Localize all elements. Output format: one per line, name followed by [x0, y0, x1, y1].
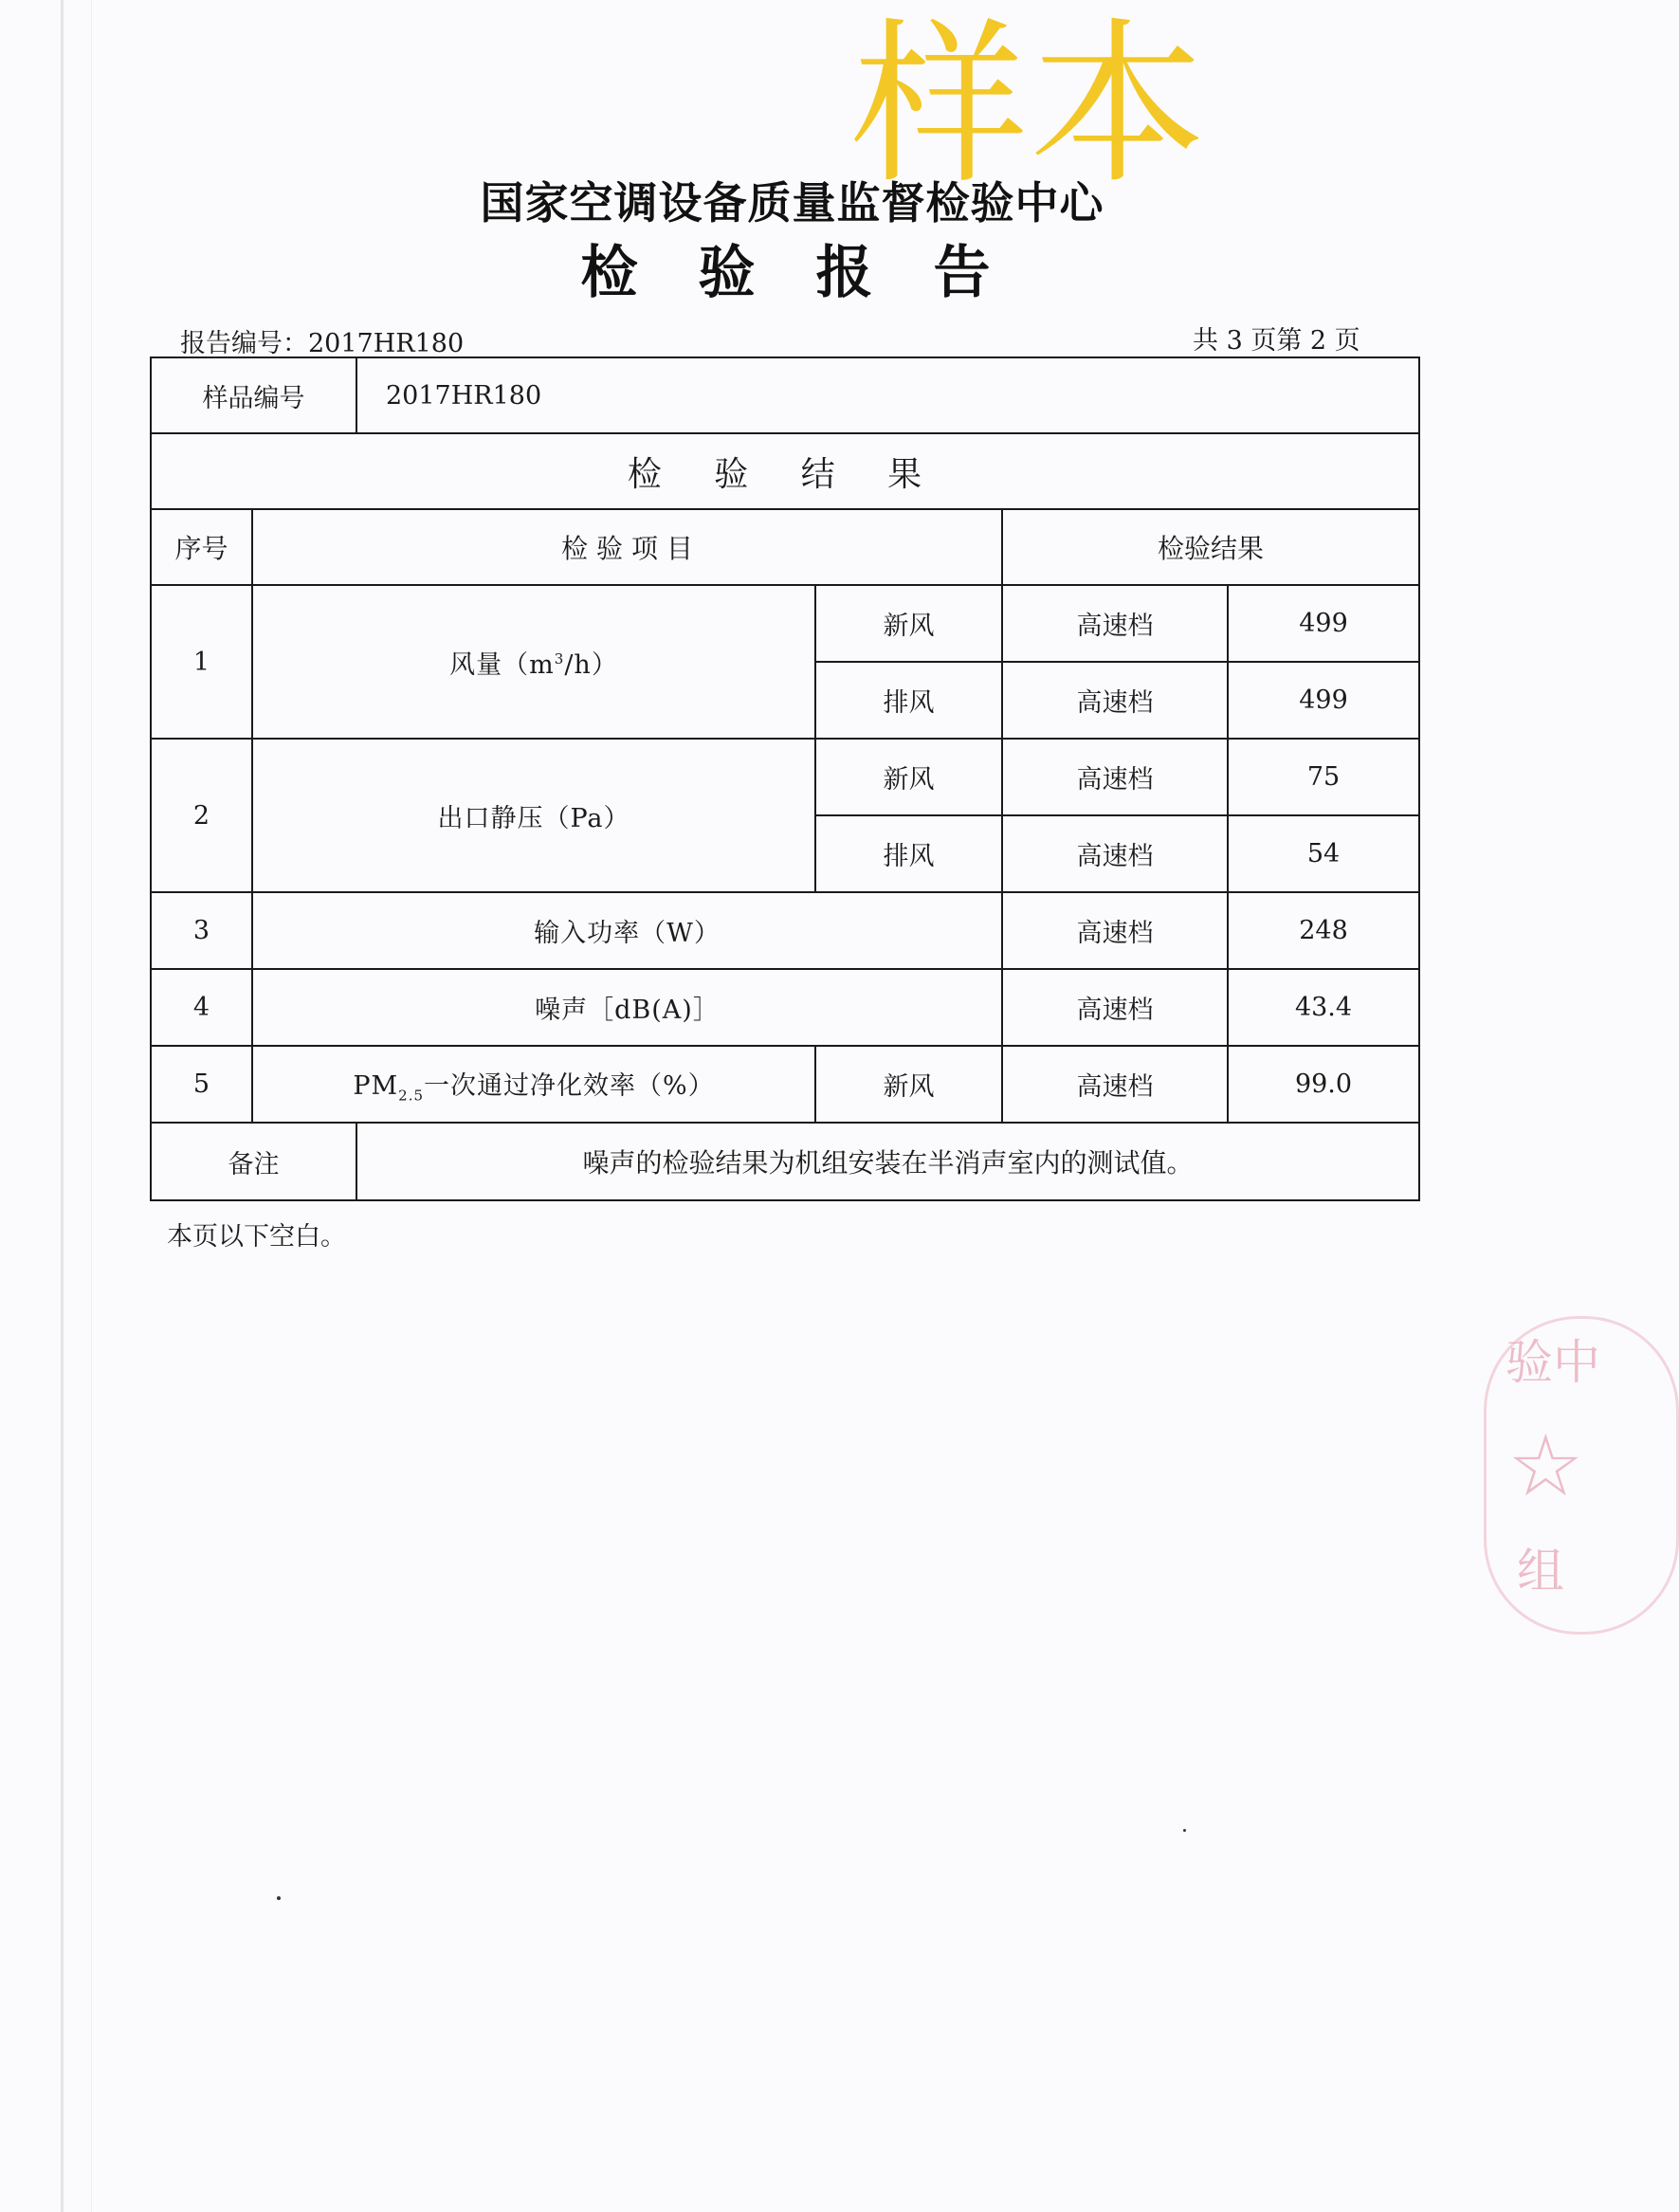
row-mode: 排风: [815, 662, 1002, 739]
results-heading-row: [151, 433, 1419, 509]
page-edge: [91, 0, 92, 2212]
row-value: 54: [1228, 815, 1419, 892]
column-header-seq: 序号: [151, 509, 252, 585]
scan-speck: [277, 1896, 281, 1900]
row-item: 噪声［dB(A)］: [252, 969, 1002, 1046]
report-title: 检验报告: [580, 240, 1051, 306]
row-mode: 新风: [815, 1046, 1002, 1123]
star-icon: ☆: [1507, 1417, 1584, 1516]
scan-speck: [1183, 1829, 1186, 1832]
row-item: $PM_{2.5}$一次通过净化效率（%）: [252, 1046, 815, 1123]
stamp-text-bottom: 组: [1517, 1544, 1564, 1599]
row-seq: 5: [151, 1046, 252, 1123]
row-value: 499: [1228, 585, 1419, 662]
row-item: 输入功率（W）: [252, 892, 1002, 969]
sample-row: [151, 357, 1419, 433]
row-speed: 高速档: [1002, 662, 1228, 739]
results-table: [150, 356, 1420, 1201]
row-item: 出口静压（Pa）: [252, 739, 815, 892]
organization-title: 国家空调设备质量监督检验中心: [480, 177, 1104, 229]
table-row: [151, 969, 1419, 1046]
row-mode: 新风: [815, 739, 1002, 815]
row-value: 43.4: [1228, 969, 1419, 1046]
row-mode: 新风: [815, 585, 1002, 662]
row-value: 75: [1228, 739, 1419, 815]
sample-value: 2017HR180: [356, 357, 1419, 433]
table-row: [151, 892, 1419, 969]
column-header-row: [151, 509, 1419, 585]
results-heading: 检 验 结 果: [151, 433, 1419, 509]
sample-label: 样品编号: [151, 357, 356, 433]
row-speed: 高速档: [1002, 1046, 1228, 1123]
column-header-item: 检 验 项 目: [252, 509, 1002, 585]
sample-watermark: 样本: [851, 2, 1209, 208]
remarks-text: 噪声的检验结果为机组安装在半消声室内的测试值。: [356, 1123, 1419, 1200]
page-edge: [61, 0, 64, 2212]
remarks-row: [151, 1123, 1419, 1200]
row-mode: 排风: [815, 815, 1002, 892]
official-stamp: [1498, 1320, 1612, 1623]
remarks-label: 备注: [151, 1123, 356, 1200]
row-seq: 3: [151, 892, 252, 969]
row-seq: 4: [151, 969, 252, 1046]
row-value: 99.0: [1228, 1046, 1419, 1123]
column-header-result: 检验结果: [1002, 509, 1419, 585]
row-speed: 高速档: [1002, 815, 1228, 892]
report-number: 报告编号：2017HR180: [180, 329, 465, 358]
row-speed: 高速档: [1002, 892, 1228, 969]
table-row: [151, 585, 1419, 662]
table-row: [151, 1046, 1419, 1123]
table-row: [151, 739, 1419, 815]
row-value: 499: [1228, 662, 1419, 739]
row-value: 248: [1228, 892, 1419, 969]
row-seq: 1: [151, 585, 252, 739]
row-speed: 高速档: [1002, 739, 1228, 815]
row-item: 风量$(m^3/h)$: [252, 585, 815, 739]
row-seq: 2: [151, 739, 252, 892]
page-info: 共 3 页第 2 页: [1193, 326, 1360, 356]
row-speed: 高速档: [1002, 585, 1228, 662]
blank-below-note: 本页以下空白。: [167, 1222, 346, 1252]
stamp-text-top: 验中: [1506, 1335, 1600, 1390]
row-speed: 高速档: [1002, 969, 1228, 1046]
